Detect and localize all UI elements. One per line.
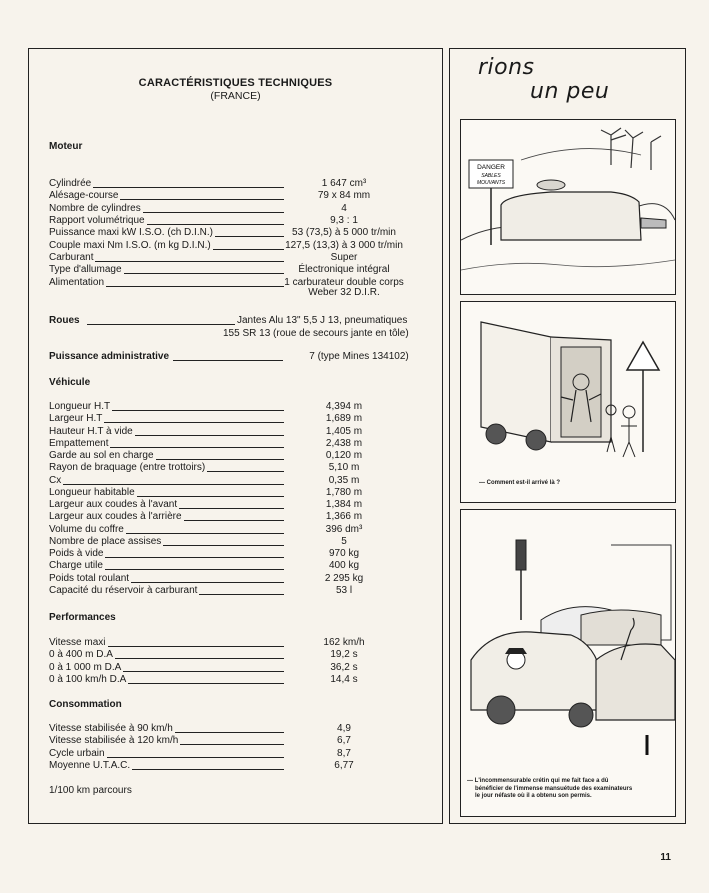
leader-line: [108, 646, 284, 647]
spec-value: 1,689 m: [325, 413, 363, 425]
spec-row: [49, 510, 434, 523]
spec-value: 1,366 m: [325, 511, 363, 523]
spec-label: Moyenne U.T.A.C.: [49, 759, 131, 771]
danger-sign-text-3: MOUVANTS: [476, 180, 506, 186]
spec-label: Vitesse maxi: [49, 637, 106, 648]
spec-label: 0 à 100 km/h D.A: [49, 673, 127, 685]
spec-row: [49, 239, 434, 252]
cartoon-title-line2: un peu: [530, 79, 610, 104]
spec-label: Rayon de braquage (entre trottoirs): [49, 462, 206, 474]
spec-label: Vitesse stabilisée à 120 km/h: [49, 735, 179, 747]
spec-row: [49, 202, 434, 215]
spec-row: [49, 474, 434, 487]
page-number: 11: [660, 852, 671, 863]
roues-value-1: Jantes Alu 13" 5,5 J 13, pneumatiques: [237, 315, 408, 326]
spec-label: Largeur aux coudes à l'avant: [49, 499, 178, 510]
spec-label: Vitesse stabilisée à 90 km/h: [49, 723, 173, 734]
spec-label: 0 à 400 m D.A: [49, 649, 113, 661]
danger-sign-text-2: SABLES: [481, 173, 501, 179]
spec-row: [49, 251, 434, 264]
spec-row: [49, 263, 434, 276]
spec-row: [49, 661, 434, 674]
spec-value: 162 km/h: [323, 637, 365, 648]
spec-value: 0,35 m: [328, 474, 360, 486]
spec-label: Poids total roulant: [49, 572, 130, 584]
cartoon-truck: [460, 301, 676, 503]
spec-row: [49, 559, 434, 572]
spec-value: 1,384 m: [325, 499, 363, 510]
spec-value: 6,7: [337, 735, 351, 747]
alimentation-line2: Weber 32 D.I.R.: [308, 287, 380, 298]
section-roues: Roues: [49, 315, 80, 326]
spec-value: 5: [341, 535, 347, 547]
spec-row: [49, 214, 434, 227]
spec-label: Garde au sol en charge: [49, 450, 154, 461]
leader-line: [105, 569, 284, 570]
leader-line: [173, 360, 283, 361]
spec-row: [49, 648, 434, 661]
spec-row: [49, 584, 434, 597]
leader-line: [105, 557, 284, 558]
cartoon-panel: [449, 48, 686, 824]
spec-row: [49, 486, 434, 499]
spec-row: [49, 535, 434, 548]
spec-subtitle: (FRANCE): [210, 90, 261, 102]
cartoon-title-line1: rions: [478, 55, 535, 80]
spec-title: CARACTÉRISTIQUES TECHNIQUES: [138, 77, 333, 89]
spec-label: Hauteur H.T à vide: [49, 425, 133, 437]
traffic-caption-line-3: le jour néfaste où il a obtenu son permis.: [475, 793, 592, 799]
quicksand-drawing: [461, 120, 675, 294]
spec-value: 4,9: [337, 723, 351, 734]
puissance-admin-value: 7 (type Mines 134102): [309, 351, 409, 362]
spec-label: Nombre de cylindres: [49, 202, 141, 214]
spec-row: [49, 673, 434, 686]
spec-label: Largeur aux coudes à l'arrière: [49, 511, 182, 523]
spec-value: 36,2 s: [330, 661, 358, 673]
spec-value: 1 carburateur double corps: [284, 276, 404, 288]
spec-row: [49, 547, 434, 560]
spec-value: 396 dm³: [325, 523, 363, 535]
consommation-footnote: 1/100 km parcours: [49, 785, 132, 796]
spec-row: [49, 461, 434, 474]
spec-value: 0,120 m: [325, 450, 363, 461]
spec-label: Cylindrée: [49, 178, 92, 189]
spec-label: Carburant: [49, 252, 94, 264]
spec-value: Super: [330, 252, 358, 264]
spec-row: [49, 177, 434, 190]
spec-label: Type d'allumage: [49, 264, 122, 276]
spec-label: Cycle urbain: [49, 747, 105, 759]
leader-line: [104, 422, 284, 423]
section-puissance-admin: Puissance administrative: [49, 351, 170, 362]
spec-value: 4,394 m: [325, 401, 363, 412]
spec-row: [49, 425, 434, 438]
cartoon-traffic: [460, 509, 676, 817]
spec-label: Longueur H.T: [49, 401, 111, 412]
leader-line: [87, 324, 235, 325]
spec-value: 9,3 : 1: [330, 215, 358, 227]
spec-value: 2 295 kg: [324, 572, 364, 584]
spec-label: Volume du coffre: [49, 523, 124, 535]
spec-label: Alésage-course: [49, 190, 119, 202]
spec-label: Rapport volumétrique: [49, 215, 145, 227]
spec-value: 14,4 s: [330, 673, 358, 685]
spec-label: 0 à 1 000 m D.A: [49, 661, 122, 673]
leader-line: [107, 757, 284, 758]
leader-line: [93, 187, 284, 188]
spec-row: [49, 759, 434, 772]
spec-label: Cx: [49, 474, 62, 486]
leader-line: [63, 484, 284, 485]
section-consommation: Consommation: [49, 699, 122, 710]
spec-label: Charge utile: [49, 560, 103, 572]
truck-caption: — Comment est-il arrivé là ?: [479, 480, 561, 486]
spec-value: Électronique intégral: [298, 264, 390, 276]
spec-value: 79 x 84 mm: [317, 190, 371, 202]
spec-value: 8,7: [337, 747, 351, 759]
spec-row: [49, 523, 434, 536]
spec-row: [49, 189, 434, 202]
spec-row: [49, 498, 434, 511]
spec-row: [49, 226, 434, 239]
truck-drawing: [461, 302, 675, 472]
puissance-admin-row: [49, 350, 434, 363]
spec-row: [49, 747, 434, 760]
spec-value: 1 647 cm³: [321, 178, 367, 189]
section-moteur: Moteur: [49, 141, 83, 152]
traffic-caption-line-1: — L'incommensurable crétin qui me fait face a dû: [467, 778, 609, 784]
spec-label: Largeur H.T: [49, 413, 103, 425]
spec-value: 127,5 (13,3) à 3 000 tr/min: [285, 239, 403, 251]
spec-label: Poids à vide: [49, 548, 104, 559]
leader-line: [110, 447, 284, 448]
spec-row: [49, 636, 434, 649]
roues-row: [49, 314, 434, 327]
spec-label: Longueur habitable: [49, 486, 135, 498]
spec-row: [49, 734, 434, 747]
spec-label: Capacité du réservoir à carburant: [49, 584, 198, 596]
spec-row: [49, 449, 434, 462]
traffic-drawing: [461, 510, 675, 770]
traffic-caption: [467, 778, 675, 801]
spec-panel: [28, 48, 443, 824]
spec-value: 2,438 m: [325, 437, 363, 449]
roues-row-2: [49, 327, 434, 340]
spec-row: [49, 572, 434, 585]
spec-value: 1,780 m: [325, 486, 363, 498]
spec-value: 400 kg: [328, 560, 360, 572]
spec-label: Empattement: [49, 437, 109, 449]
leader-line: [95, 261, 284, 262]
spec-row: [49, 437, 434, 450]
roues-value-2: 155 SR 13 (roue de secours jante en tôle): [223, 328, 409, 339]
spec-label: Puissance maxi kW I.S.O. (ch D.I.N.): [49, 227, 213, 239]
danger-sign-text-1: DANGER: [477, 164, 505, 171]
spec-value: 6,77: [334, 759, 354, 771]
spec-value: 19,2 s: [330, 649, 358, 661]
spec-value: 5,10 m: [328, 462, 360, 474]
cartoon-quicksand: [460, 119, 676, 295]
spec-label: Couple maxi Nm I.S.O. (m kg D.I.N.): [49, 239, 211, 251]
spec-value: 53 l: [335, 584, 353, 596]
spec-value: 970 kg: [328, 548, 360, 559]
spec-row: [49, 412, 434, 425]
spec-value: 53 (73,5) à 5 000 tr/min: [292, 227, 396, 239]
spec-value: 1,405 m: [325, 425, 363, 437]
section-vehicule: Véhicule: [49, 377, 91, 388]
traffic-caption-line-2: bénéficier de l'immense mansuétude des examinateurs: [475, 785, 633, 792]
section-performances: Performances: [49, 612, 116, 623]
spec-value: 4: [341, 202, 347, 214]
spec-label: Alimentation: [49, 276, 105, 288]
spec-label: Nombre de place assises: [49, 535, 162, 547]
spec-row: [49, 722, 434, 735]
spec-row: [49, 400, 434, 413]
